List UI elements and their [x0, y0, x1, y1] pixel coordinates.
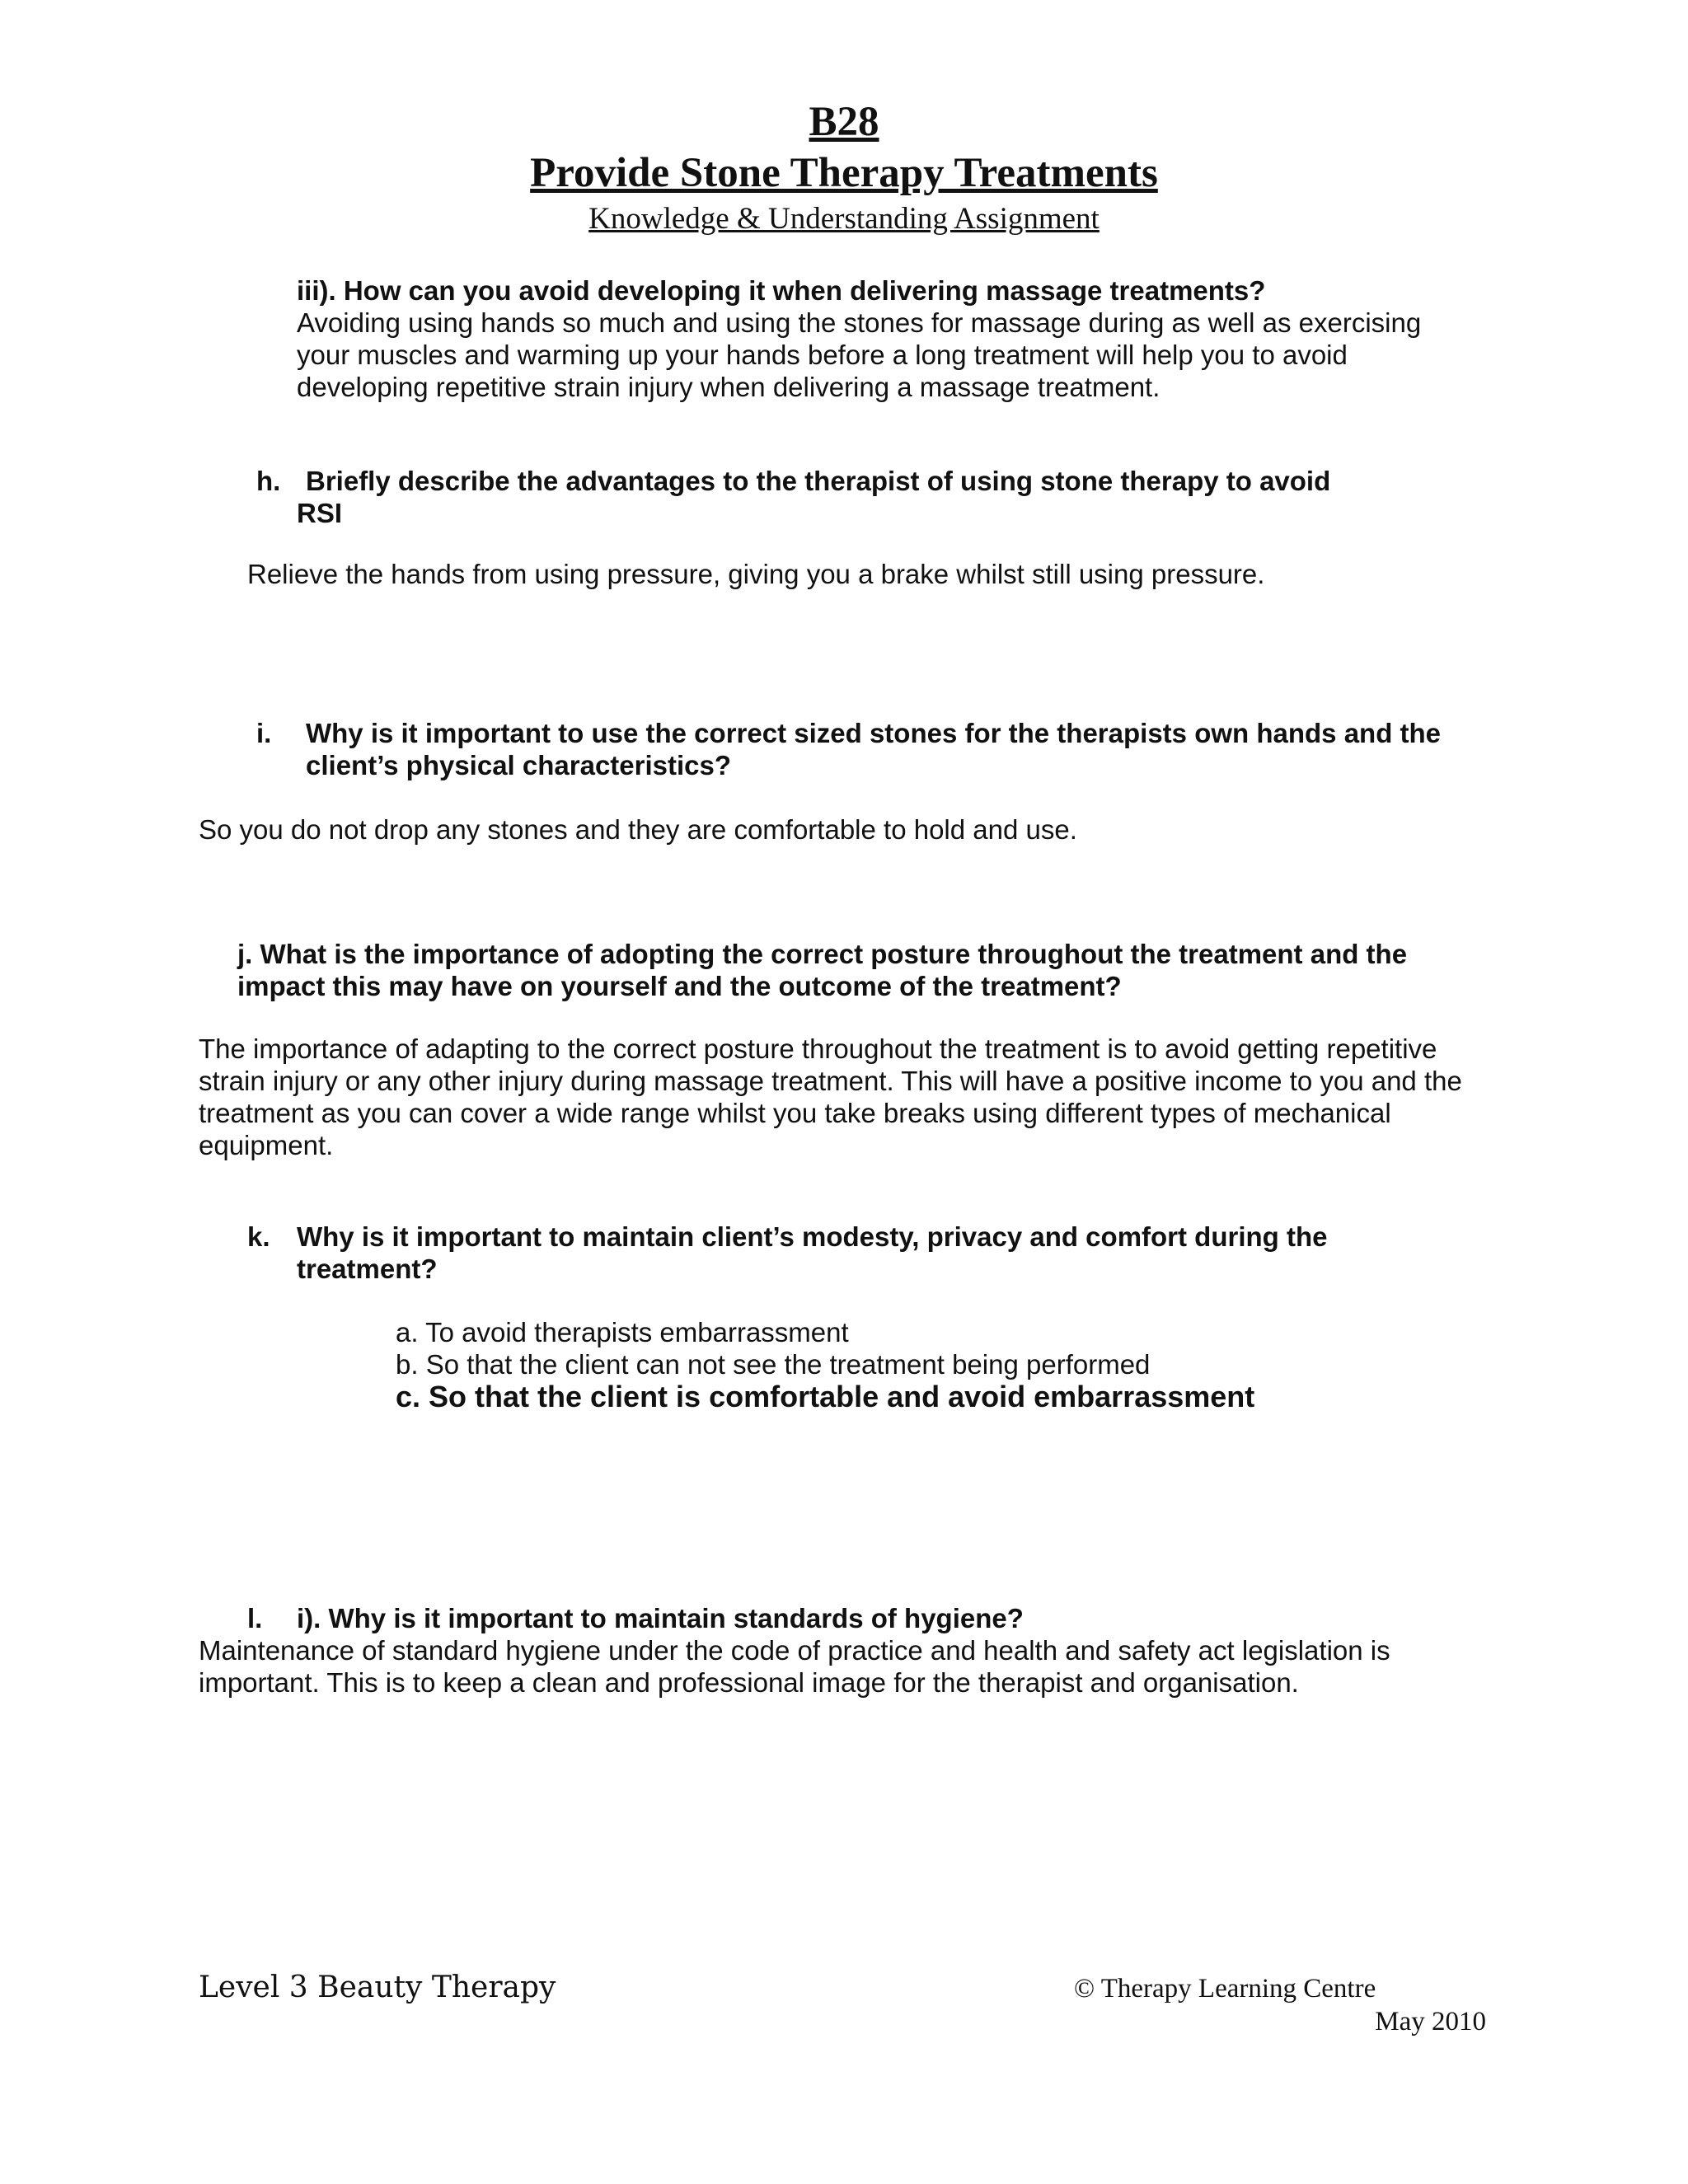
section-iii — [297, 274, 1582, 403]
answer-l-line-2: important. This is to keep a clean and professional image for the therapist and organisation. — [199, 1667, 1299, 1698]
document-code: B28 — [809, 99, 879, 145]
answer-j-line-2: strain injury or any other injury during massage treatment. This will have a positive income to you and the — [199, 1066, 1462, 1096]
answer-j-line-3: treatment as you can cover a wide range whilst you take breaks using different types of mechanical — [199, 1098, 1391, 1128]
question-l: i). Why is it important to maintain standards of hygiene? — [297, 1603, 1024, 1633]
footer-course: Level 3 Beauty Therapy — [199, 1971, 556, 2004]
question-iii: iii). How can you avoid developing it when delivering massage treatments? — [297, 275, 1266, 306]
document-subtitle: Knowledge & Understanding Assignment — [588, 202, 1100, 236]
question-i-line-1: Why is it important to use the correct sized stones for the therapists own hands and the — [306, 718, 1442, 748]
marker-i: i. — [256, 718, 272, 748]
question-j-line-2: impact this may have on yourself and the outcome of the treatment? — [237, 971, 1122, 1001]
question-h-line-1: Briefly describe the advantages to the therapist of using stone therapy to avoid — [306, 466, 1331, 496]
question-j-line-1: j. What is the importance of adopting the correct posture throughout the treatment and the — [237, 939, 1408, 969]
marker-k: k. — [247, 1221, 270, 1252]
answer-iii-line-3: developing repetitive strain injury when delivering a massage treatment. — [297, 372, 1160, 402]
answer-h: Relieve the hands from using pressure, giving you a brake whilst still using pressure. — [247, 559, 1265, 589]
marker-h: h. — [256, 466, 281, 496]
question-h-line-2: RSI — [297, 498, 343, 528]
answer-j-line-1: The importance of adapting to the correct posture throughout the treatment is to avoid getting repetitive — [199, 1033, 1437, 1064]
option-b: b. So that the client can not see the treatment being performed — [396, 1349, 1151, 1380]
question-k-line-2: treatment? — [297, 1254, 438, 1284]
footer-copyright: © Therapy Learning Centre — [1074, 1974, 1376, 2004]
footer-date: May 2010 — [1375, 2007, 1486, 2036]
option-a: a. To avoid therapists embarrassment — [396, 1317, 849, 1347]
document-title: Provide Stone Therapy Treatments — [530, 150, 1158, 196]
answer-l-line-1: Maintenance of standard hygiene under the code of practice and health and safety act legislation is — [199, 1635, 1390, 1666]
option-c: c. So that the client is comfortable and avoid embarrassment — [396, 1380, 1255, 1413]
marker-l: l. — [247, 1603, 263, 1633]
answer-j-line-4: equipment. — [199, 1130, 334, 1160]
answer-iii-line-2: your muscles and warming up your hands before a long treatment will help you to avoid — [297, 340, 1348, 370]
answer-iii-line-1: Avoiding using hands so much and using the stones for massage during as well as exercising — [297, 307, 1422, 338]
question-i-line-2: client’s physical characteristics? — [306, 750, 732, 780]
question-k-line-1: Why is it important to maintain client’s modesty, privacy and comfort during the — [297, 1221, 1328, 1252]
answer-i: So you do not drop any stones and they are comfortable to hold and use. — [199, 814, 1077, 845]
